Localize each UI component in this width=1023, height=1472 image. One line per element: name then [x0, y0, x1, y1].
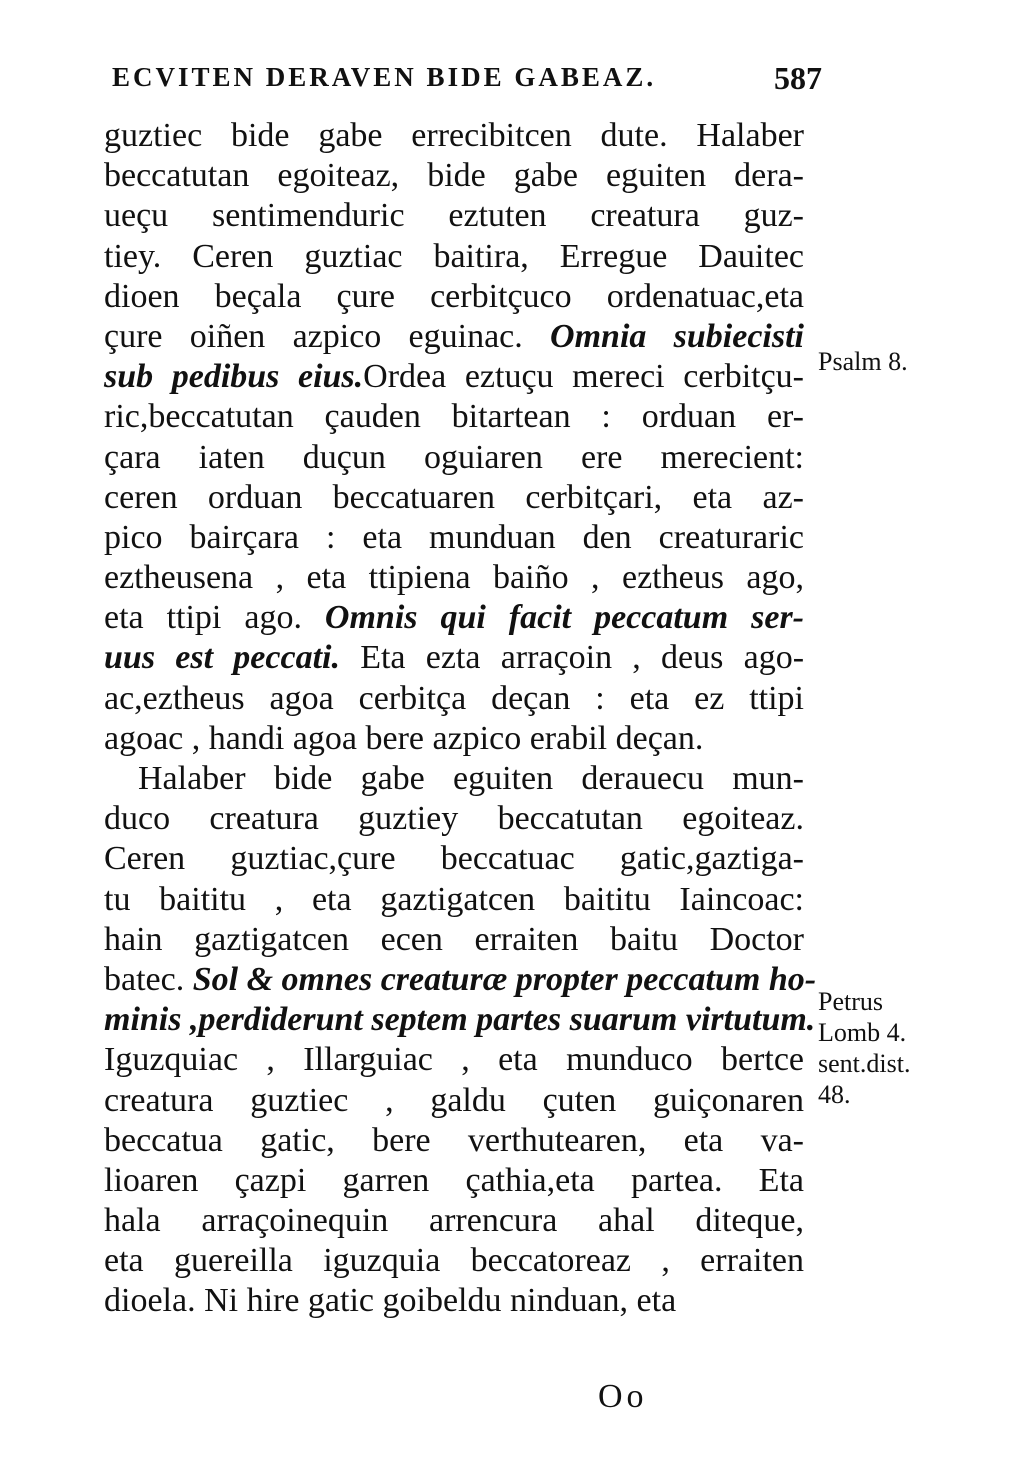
running-head: ECVITEN DERAVEN BIDE GABEAZ.: [112, 62, 657, 92]
text-line: [104, 960, 817, 1000]
text-run: beccatutan egoiteaz, bide gabe eguiten dera-: [104, 157, 804, 195]
text-line: [104, 679, 804, 719]
text-line: [104, 1241, 804, 1281]
text-run: tiey. Ceren guztiac baitira, Erregue Dauitec: [104, 237, 804, 275]
text-line: [104, 397, 804, 437]
text-run: ceren orduan beccatuaren cerbitçari, eta az-: [104, 478, 804, 516]
text-run: agoac , handi agoa bere azpico erabil deçan.: [104, 719, 704, 757]
text-line: [104, 317, 804, 357]
text-run: eztheusena , eta ttipiena baiño , eztheus ago,: [104, 559, 804, 597]
text-run: hala arraçoinequin arrencura ahal diteque,: [104, 1202, 804, 1240]
text-line: [104, 237, 804, 277]
text-line: [104, 1040, 804, 1080]
text-line: [104, 518, 804, 558]
page-header: [112, 62, 822, 102]
text-run: beccatua gatic, bere verthutearen, eta va-: [104, 1121, 804, 1159]
text-run: guztiec bide gabe errecibitcen dute. Halaber: [104, 117, 804, 154]
text-run: hain gaztigatcen ecen erraiten baitu Doctor: [104, 920, 804, 958]
text-run: Halaber bide gabe eguiten derauecu mun-: [138, 760, 804, 797]
text-line: [104, 719, 804, 759]
latin-quote: sub pedibus eius.: [104, 358, 364, 396]
text-line: [104, 880, 804, 920]
text-run: duco creatura guztiey beccatutan egoiteaz.: [104, 800, 804, 838]
text-run: creatura guztiec , galdu çuten guiçonaren: [104, 1081, 804, 1119]
text-run: ric,beccatutan çauden bitartean : orduan er-: [104, 398, 804, 436]
text-line: [104, 558, 804, 598]
text-line: [104, 1121, 804, 1161]
text-line: [104, 1081, 804, 1121]
text-run: eta guereilla iguzquia beccatoreaz , erraiten: [104, 1242, 804, 1280]
margin-note-petrus-lombardus: Petrus Lomb 4. sent.dist. 48.: [818, 987, 911, 1109]
text-run: batec.: [104, 960, 193, 998]
text-line: [104, 478, 804, 518]
text-run: dioen beçala çure cerbitçuco ordenatuac,eta: [104, 277, 804, 315]
text-line: [104, 116, 804, 156]
latin-quote: uus est peccati.: [104, 639, 340, 677]
text-run: eta ttipi ago.: [104, 599, 325, 637]
text-run: Ceren guztiac,çure beccatuac gatic,gaztiga-: [104, 840, 804, 878]
text-line: [104, 357, 804, 397]
text-line: [104, 438, 804, 478]
text-run: Eta ezta arraçoin , deus ago-: [339, 639, 805, 677]
text-line: [104, 598, 804, 638]
text-run: çara iaten duçun oguiaren ere merecient:: [104, 438, 804, 476]
text-line: [104, 1000, 816, 1040]
text-run: pico bairçara : eta munduan den creaturaric: [104, 518, 804, 556]
text-run: Ordea eztuçu mereci cerbitçu-: [363, 358, 804, 396]
text-run: dioela. Ni hire gatic goibeldu ninduan, eta: [104, 1282, 677, 1320]
text-line: [104, 920, 804, 960]
text-run: ac,eztheus agoa cerbitça deçan : eta ez ttipi: [104, 679, 804, 717]
text-line: [104, 156, 804, 196]
text-line: [104, 196, 804, 236]
text-line: [104, 799, 804, 839]
text-run: lioaren çazpi garren çathia,eta partea. Eta: [104, 1161, 804, 1199]
page-number: 587: [774, 60, 822, 96]
text-run: tu baititu , eta gaztigatcen baititu Iaincoac:: [104, 880, 804, 918]
text-run: Iguzquiac , Illarguiac , eta munduco bertce: [104, 1041, 804, 1079]
text-line: [104, 277, 804, 317]
text-line: [104, 1161, 804, 1201]
text-run: çure oiñen azpico eguinac.: [104, 317, 551, 355]
catchword: Oo: [598, 1378, 648, 1415]
text-line: [104, 1201, 804, 1241]
latin-quote: minis ,perdiderunt septem partes suarum virtutum.: [104, 1001, 816, 1039]
text-line: [104, 638, 804, 678]
text-line: [104, 759, 804, 799]
text-run: ueçu sentimenduric eztuten creatura guz-: [104, 197, 804, 235]
text-line: [104, 1281, 804, 1321]
body-text: [104, 116, 817, 1322]
margin-note-psalm: Psalm 8.: [818, 347, 908, 376]
text-line: [104, 839, 804, 879]
latin-quote: Omnis qui facit peccatum ser-: [324, 599, 804, 637]
latin-quote: Sol & omnes creaturæ propter peccatum ho-: [192, 960, 817, 998]
latin-quote: Omnia subiecisti: [550, 317, 804, 355]
